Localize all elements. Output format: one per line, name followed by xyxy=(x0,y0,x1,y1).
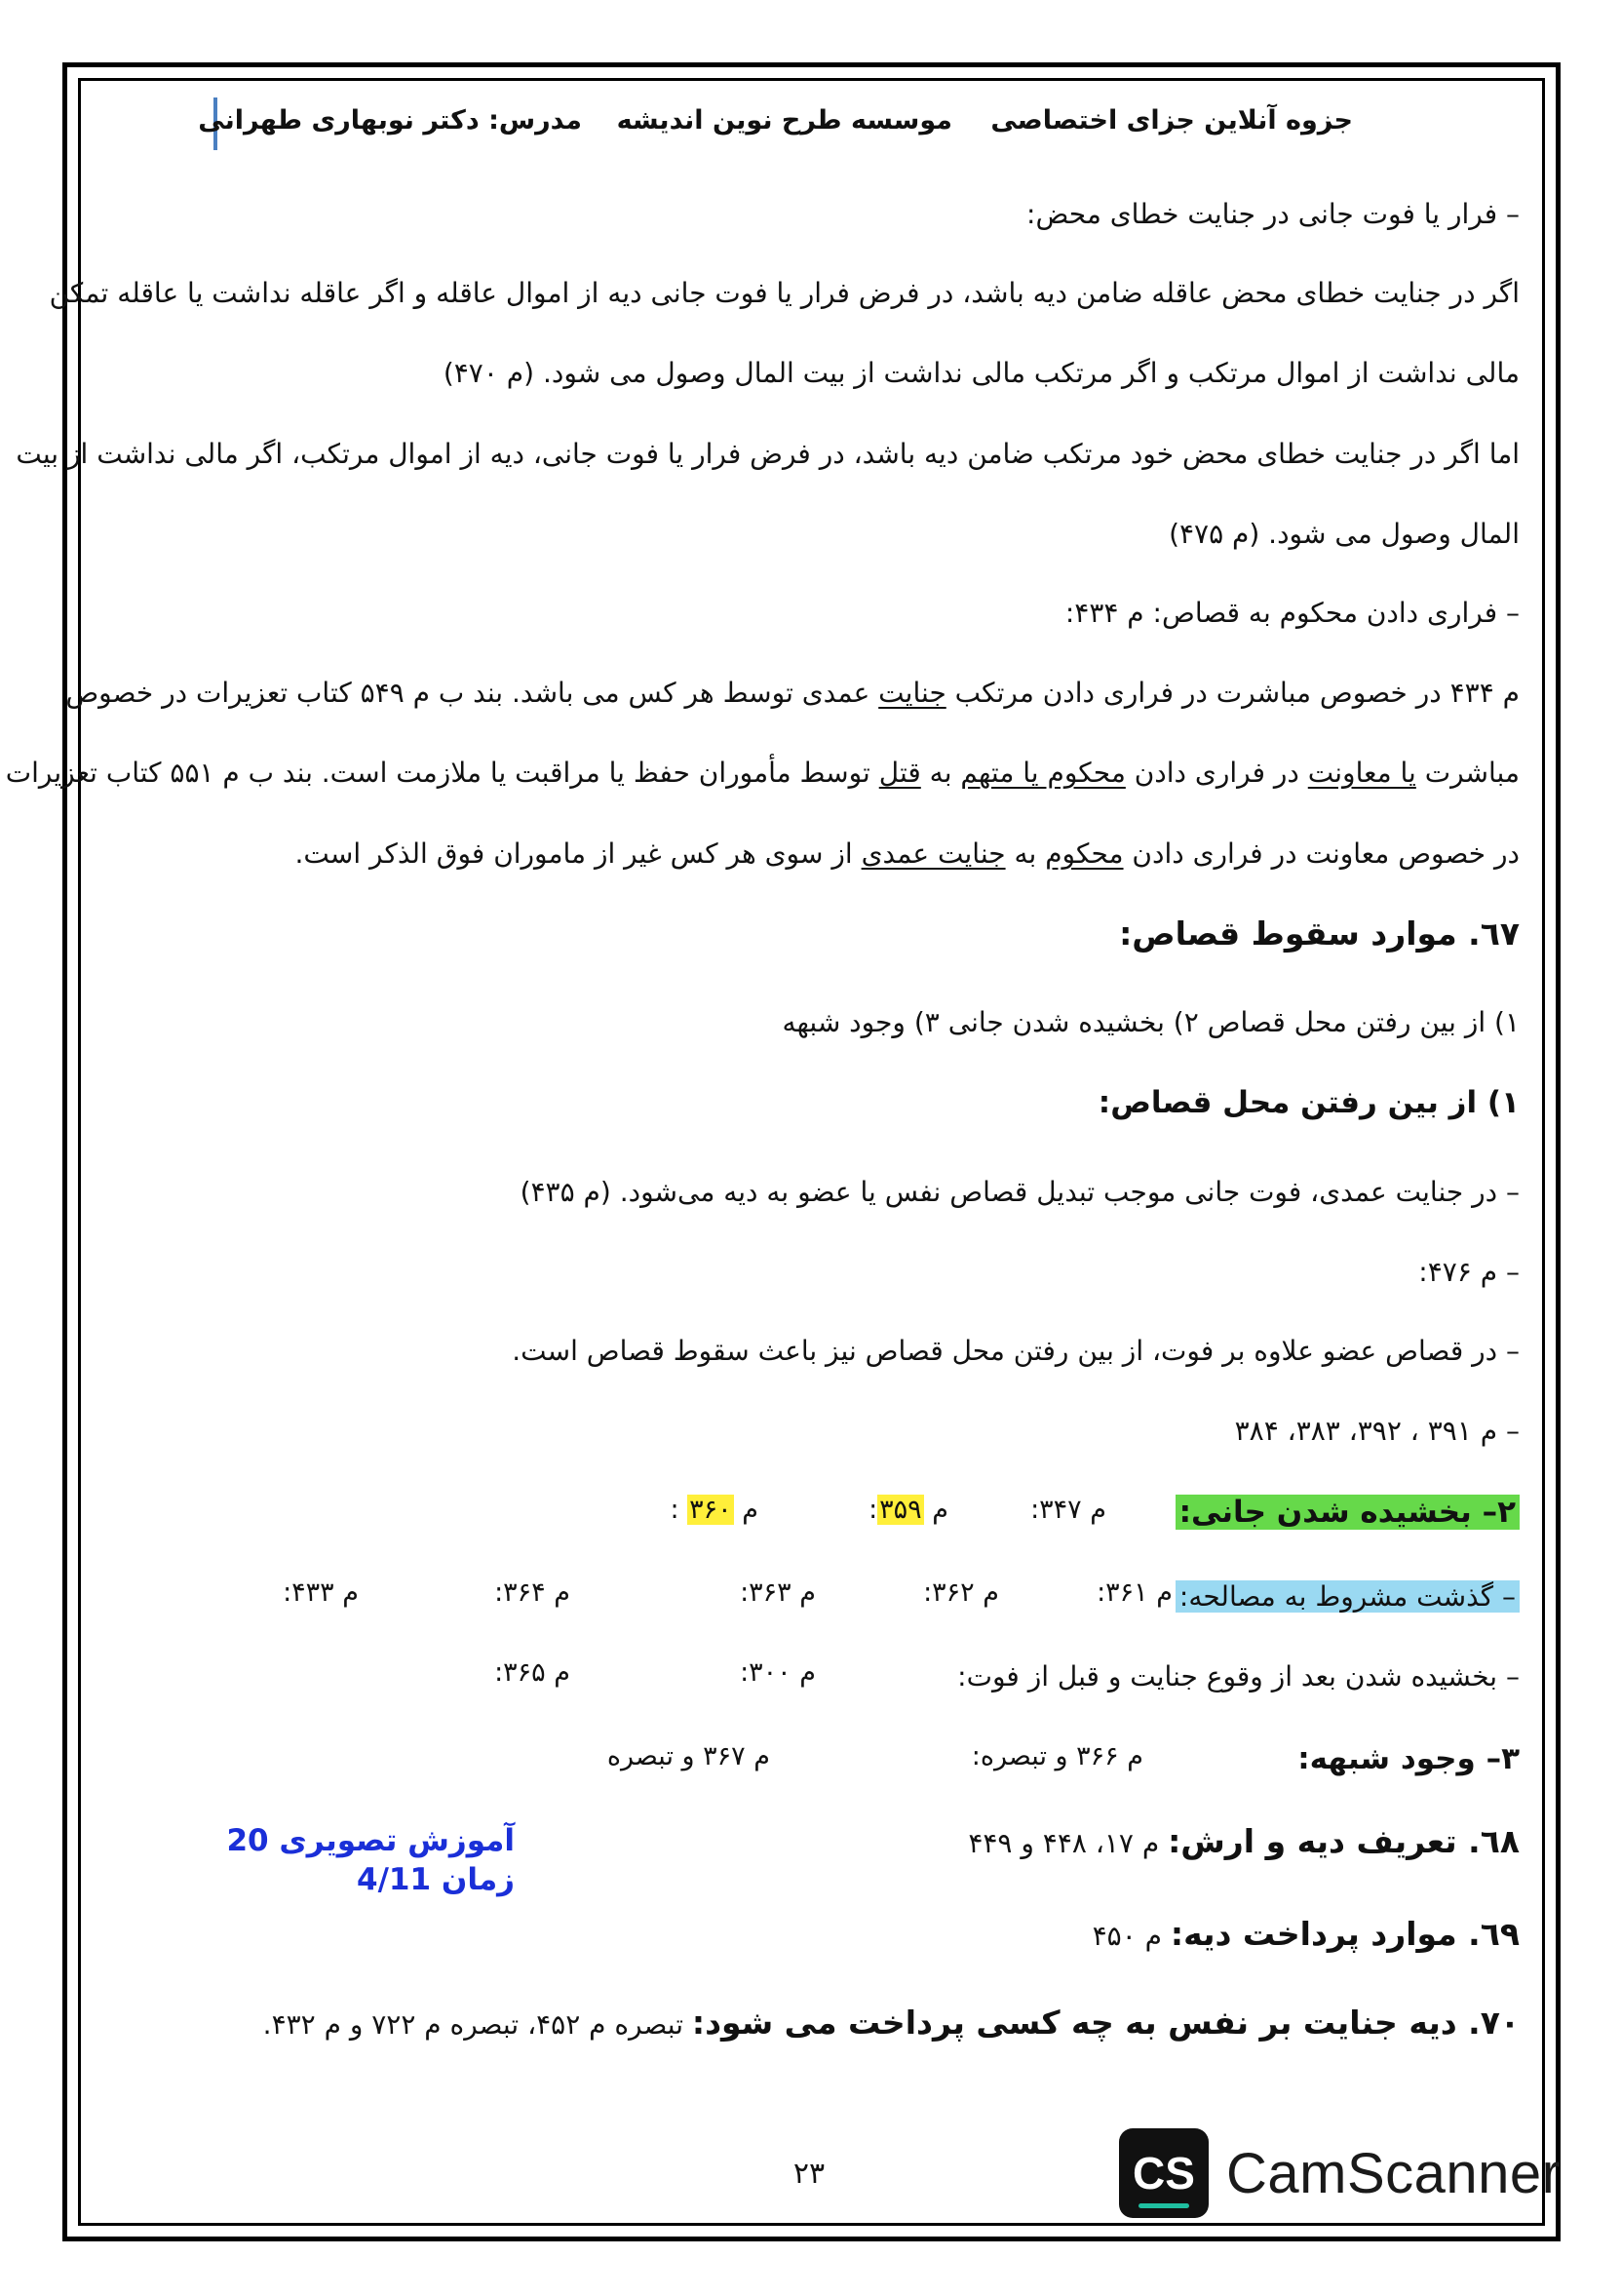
section-68-title: ٦٨. تعریف دیه و ارش: xyxy=(1168,1822,1520,1860)
video-lesson-note: آموزش تصویری 20 xyxy=(226,1823,515,1858)
section-70 xyxy=(263,2004,1520,2044)
yellow-highlight: ۳۵۹ xyxy=(879,1495,922,1525)
underlined-term: جنایت عمدی xyxy=(861,837,1006,870)
underlined-term: محکوم xyxy=(1045,837,1124,870)
paragraph-heading-escape: – فرار یا فوت جانی در جنایت خطای محض: xyxy=(1026,198,1520,230)
section-69-refs: م ۴۵۰ xyxy=(1092,1920,1171,1952)
video-lesson-time: زمان 4/11 xyxy=(357,1862,515,1897)
article-ref: م ۳۶۲: xyxy=(923,1577,999,1608)
subsection-1-line: – در قصاص عضو علاوه بر فوت، از بین رفتن محل قصاص نیز باعث سقوط قصاص است. xyxy=(512,1335,1520,1367)
article-ref: م ۳۴۷: xyxy=(1030,1495,1106,1525)
article-ref: م ۳۶۱: xyxy=(1097,1577,1173,1608)
section-69-title: ٦٩. موارد پرداخت دیه: xyxy=(1170,1915,1520,1953)
underlined-term: محکوم یا متهم xyxy=(960,757,1126,789)
subsection-1-line: – در جنایت عمدی، فوت جانی موجب تبدیل قصاص نفس یا عضو به دیه می‌شود. (م ۴۳۵) xyxy=(520,1176,1520,1208)
section-68-refs: م ۱۷، ۴۴۸ و ۴۴۹ xyxy=(968,1827,1169,1859)
paragraph-line: مالی نداشت از اموال مرتکب و اگر مرتکب مالی نداشت از بیت المال وصول می شود. (م ۴۷۰) xyxy=(443,357,1520,389)
article-ref: م ۳۶۰ : xyxy=(670,1495,758,1525)
yellow-highlight: ۳۶۰ xyxy=(689,1495,732,1525)
paragraph-heading-fugitive: – فراری دادن محکوم به قصاص: م ۴۳۴: xyxy=(1064,597,1520,629)
paragraph-line: م ۴۳۴ در خصوص مباشرت در فراری دادن مرتکب جنایت عمدی توسط هر کس می باشد. بند ب م ۵۴۹ کتاب تعزیرات در خصوص xyxy=(65,677,1520,709)
underlined-term: یا معاونت xyxy=(1307,757,1416,789)
paragraph-line: اگر در جنایت خطای محض عاقله ضامن دیه باشد، در فرض فرار یا فوت جانی دیه از اموال عاقله و اگر عاقله نداشت یا عاقله تمکن xyxy=(49,277,1520,309)
article-ref: م ۴۳۳: xyxy=(283,1577,359,1608)
article-ref: م ۳۶۷ و تبصره xyxy=(606,1741,770,1771)
section-68 xyxy=(968,1822,1520,1863)
after-crime-pardon-label: – بخشیده شدن بعد از وقوع جنایت و قبل از فوت: xyxy=(957,1660,1520,1693)
subsection-1-title: ۱) از بین رفتن محل قصاص: xyxy=(1098,1085,1520,1120)
article-ref: م ۳۶۴: xyxy=(494,1577,570,1608)
green-highlight: ۲– بخشیده شدن جانی: xyxy=(1176,1495,1520,1530)
paragraph-line: المال وصول می شود. (م ۴۷۵) xyxy=(1169,518,1520,550)
page-number: ۲۳ xyxy=(792,2157,826,2191)
camscanner-wordmark: CamScanner xyxy=(1226,2142,1562,2205)
paragraph-line: اما اگر در جنایت خطای محض خود مرتکب ضامن دیه باشد، در فرض فرار یا فوت جانی، دیه از اموال مرتکب، اگر مالی نداشت از بیت xyxy=(16,438,1520,470)
section-70-refs: تبصره م ۴۵۲، تبصره م ۷۲۲ و م ۴۳۲. xyxy=(262,2008,692,2041)
article-ref: م ۳۵۹: xyxy=(868,1495,948,1525)
section-67-title: ٦٧. موارد سقوط قصاص: xyxy=(1119,915,1520,953)
article-ref: م ۳۶۵: xyxy=(494,1657,570,1688)
subsection-1-line: – م ۴۷۶: xyxy=(1418,1256,1520,1288)
article-ref: م ۳۰۰: xyxy=(740,1657,816,1688)
underlined-term: جنایت xyxy=(878,677,946,709)
paragraph-line: در خصوص معاونت در فراری دادن محکوم به جنایت عمدی از سوی هر کس غیر از ماموران فوق الذکر است. xyxy=(294,837,1520,870)
article-ref: م ۳۶۳: xyxy=(740,1577,816,1608)
article-ref: م ۳۶۶ و تبصره: xyxy=(971,1741,1143,1771)
paragraph-line: مباشرت یا معاونت در فراری دادن محکوم یا متهم به قتل توسط مأموران حفظ یا مراقبت یا ملازمت است. بند ب م ۵۵۱ کتاب تعزیرات xyxy=(5,757,1520,789)
header-teacher: مدرس: دکتر نوبهاری طهرانی xyxy=(198,105,582,136)
conditional-pardon-label xyxy=(1176,1577,1520,1616)
subsection-2-title xyxy=(1176,1493,1520,1532)
page-border-inner xyxy=(5,78,1545,2226)
blue-highlight: – گذشت مشروط به مصالحه: xyxy=(1176,1580,1520,1613)
section-67-list: ۱) از بین رفتن محل قصاص ۲) بخشیده شدن جانی ۳) وجود شبهه xyxy=(782,1006,1520,1038)
subsection-3-title: ۳– وجود شبهه: xyxy=(1297,1741,1520,1776)
subsection-1-line: – م ۳۹۱ ، ۳۹۲، ۳۸۳، ۳۸۴ xyxy=(1234,1415,1520,1447)
header-institute: موسسه طرح نوین اندیشه xyxy=(616,105,952,136)
header-booklet-title: جزوه آنلاین جزای اختصاصی xyxy=(990,105,1353,136)
section-70-title: ٧٠. دیه جنایت بر نفس به چه کسی پرداخت می شود: xyxy=(691,2004,1520,2042)
underlined-term: قتل xyxy=(878,757,921,789)
section-69 xyxy=(1093,1915,1520,1956)
camscanner-logo-icon: CS xyxy=(1119,2128,1209,2218)
